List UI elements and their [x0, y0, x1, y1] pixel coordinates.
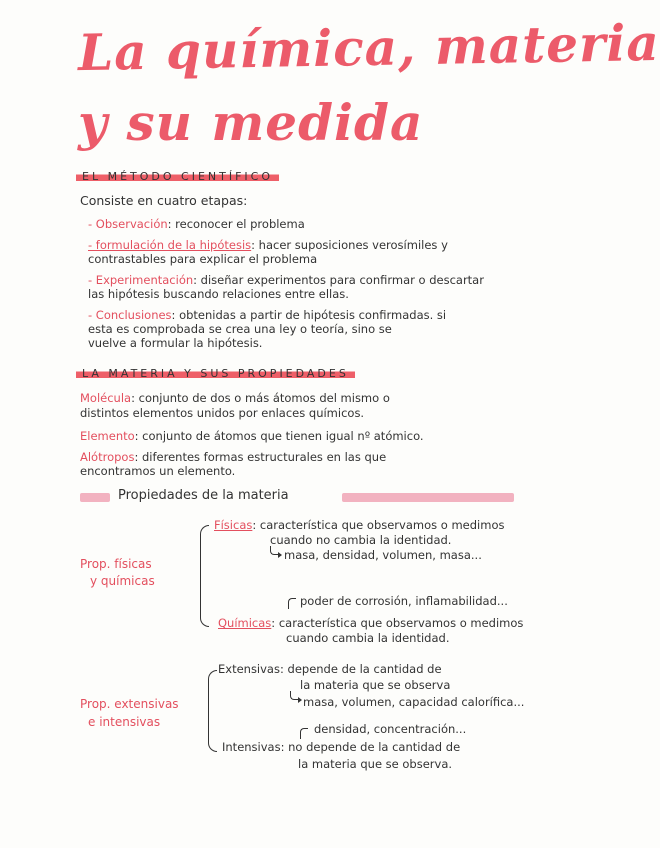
extensivas-examples: masa, volumen, capacidad calorífica... — [303, 695, 525, 709]
term-molecula: Molécula — [80, 391, 132, 405]
highlight-bar-left — [80, 493, 110, 502]
hook-quimicas-examples — [288, 598, 296, 609]
page-title-line1: La química, materia — [77, 12, 660, 83]
term-extensivas: Extensivas — [218, 662, 280, 676]
group1-label-1: Prop. físicas — [80, 557, 152, 571]
term-experimentacion: - Experimentación — [88, 273, 194, 287]
metodo-intro: Consiste en cuatro etapas: — [80, 193, 248, 208]
term-elemento: Elemento — [80, 429, 135, 443]
term-conclusiones: - Conclusiones — [88, 308, 172, 322]
group1-brace — [200, 525, 209, 627]
fisicas-row — [214, 518, 504, 532]
term-alotropos: Alótropos — [80, 450, 135, 464]
group1-label-2: y químicas — [90, 574, 155, 588]
list-item-observacion — [88, 217, 305, 231]
term-formulacion: - formulación de la hipótesis — [88, 238, 252, 252]
group2-label-1: Prop. extensivas — [80, 697, 179, 711]
section-heading-metodo: EL MÉTODO CIENTÍFICO — [76, 170, 279, 183]
def-elemento — [80, 429, 424, 443]
def-alotropos-2: encontramos un elemento. — [80, 464, 236, 478]
def-alotropos-1: : diferentes formas estructurales en las que — [134, 450, 387, 464]
def-extensivas-1: : depende de la cantidad de — [279, 662, 442, 676]
def-conclusiones-2: esta es comprobada se crea una ley o teoría, sino se — [88, 322, 392, 336]
def-fisicas-2: cuando no cambia la identidad. — [270, 533, 452, 547]
def-elemento-1: : conjunto de átomos que tienen igual nº atómico. — [134, 429, 424, 443]
def-formulacion-2: contrastables para explicar el problema — [88, 252, 318, 266]
list-item-conclusiones — [88, 308, 446, 322]
def-intensivas-2: la materia que se observa. — [298, 757, 453, 771]
def-observacion: : reconocer el problema — [167, 217, 305, 231]
term-observacion: - Observación — [88, 217, 168, 231]
hook-intensivas-examples — [300, 728, 308, 739]
def-experimentacion-1: : diseñar experimentos para confirmar o descartar — [193, 273, 484, 287]
arrow-extensivas-examples — [290, 691, 298, 700]
def-extensivas-2: la materia que se observa — [300, 678, 451, 692]
def-quimicas-1: : característica que observamos o medimos — [271, 616, 524, 630]
term-quimicas: Químicas — [218, 616, 272, 630]
quimicas-examples: poder de corrosión, inflamabilidad... — [300, 594, 508, 608]
def-quimicas-2: cuando cambia la identidad. — [286, 631, 450, 645]
propiedades-heading: Propiedades de la materia — [118, 488, 289, 503]
extensivas-row — [218, 662, 442, 676]
def-molecula-1: : conjunto de dos o más átomos del mismo o — [131, 391, 390, 405]
intensivas-examples: densidad, concentración... — [314, 722, 467, 736]
page-title-line2: y su medida — [78, 93, 424, 152]
group2-label-2: e intensivas — [88, 715, 161, 729]
highlight-bar-right — [342, 493, 514, 502]
def-experimentacion-2: las hipótesis buscando relaciones entre ellas. — [88, 287, 349, 301]
term-fisicas: Físicas — [214, 518, 253, 532]
section-heading-materia: LA MATERIA Y SUS PROPIEDADES — [76, 367, 355, 380]
def-conclusiones-1: : obtenidas a partir de hipótesis confirmadas. si — [171, 308, 447, 322]
def-formulacion-1: : hacer suposiciones verosímiles y — [251, 238, 448, 252]
def-molecula-2: distintos elementos unidos por enlaces químicos. — [80, 406, 365, 420]
def-molecula — [80, 391, 390, 405]
def-conclusiones-3: vuelve a formular la hipótesis. — [88, 336, 263, 350]
intensivas-row — [222, 740, 460, 754]
def-fisicas-1: : característica que observamos o medimos — [252, 518, 505, 532]
group2-brace — [208, 670, 217, 752]
term-intensivas: Intensivas — [222, 740, 281, 754]
list-item-formulacion — [88, 238, 448, 252]
def-alotropos — [80, 450, 386, 464]
arrow-fisicas-examples — [270, 546, 278, 555]
fisicas-examples: masa, densidad, volumen, masa... — [284, 548, 482, 562]
list-item-experimentacion — [88, 273, 484, 287]
def-intensivas-1: : no depende de la cantidad de — [280, 740, 461, 754]
quimicas-row — [218, 616, 523, 630]
